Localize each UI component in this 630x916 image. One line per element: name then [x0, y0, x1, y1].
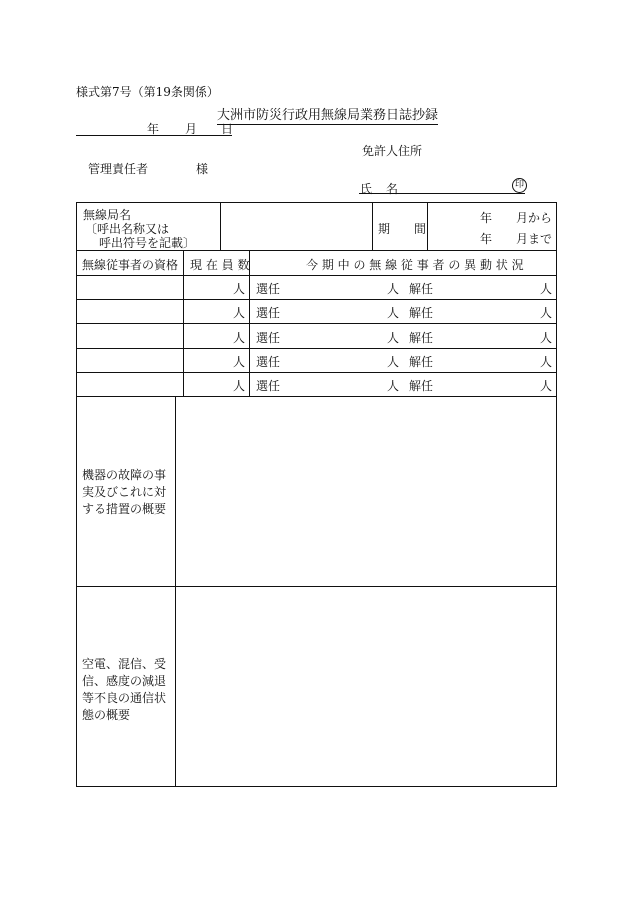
- row-4-appointed-unit: 人: [387, 355, 400, 369]
- period-from-month: 月から: [516, 211, 553, 225]
- row-4-appointed-label: 選任: [256, 355, 281, 369]
- row-1-appointed-label: 選任: [256, 282, 281, 296]
- row-2-appointed-label: 選任: [256, 306, 281, 320]
- name-label-2: 名: [386, 182, 399, 196]
- period-to-month: 月まで: [516, 232, 553, 246]
- row-1-appointed-unit: 人: [387, 282, 400, 296]
- date-year-label: 年: [147, 122, 160, 136]
- name-label-1: 氏: [360, 182, 373, 196]
- row-1-count-unit: 人: [233, 282, 246, 296]
- row-1-dismissed-label: 解任: [409, 282, 434, 296]
- row-5-count-unit: 人: [233, 379, 246, 393]
- station-name-label: 無線局名: [83, 208, 132, 222]
- interference-label: 空電、混信、受 信、感度の減退 等不良の通信状 態の概要: [82, 657, 167, 722]
- manager-honorific: 様: [196, 162, 209, 176]
- row-4-dismissed-label: 解任: [409, 355, 434, 369]
- interference-content[interactable]: [177, 588, 553, 784]
- row-4-count-unit: 人: [233, 355, 246, 369]
- col-changes: 今 期 中 の 無 線 従 事 者 の 異 動 状 況: [306, 258, 524, 272]
- col-qualification: 無線従事者の資格: [82, 258, 179, 272]
- seal-icon: 印: [512, 178, 527, 193]
- row-3-appointed-unit: 人: [387, 331, 400, 345]
- equipment-failure-content[interactable]: [177, 398, 553, 584]
- row-3-dismissed-label: 解任: [409, 331, 434, 345]
- row-3-dismissed-unit: 人: [540, 331, 553, 345]
- row-4-dismissed-unit: 人: [540, 355, 553, 369]
- journal-table: [76, 202, 557, 787]
- row-3-appointed-label: 選任: [256, 331, 281, 345]
- manager-label: 管理責任者: [88, 162, 149, 176]
- row-3-count-unit: 人: [233, 331, 246, 345]
- licensee-address-label: 免許人住所: [362, 144, 423, 158]
- period-label: 期 間: [378, 222, 427, 236]
- station-name-note-2: 呼出符号を記載〕: [99, 236, 196, 250]
- form-number: 様式第7号（第19条関係）: [76, 85, 219, 99]
- period-from-year: 年: [480, 211, 493, 225]
- row-2-appointed-unit: 人: [387, 306, 400, 320]
- name-underline: [359, 193, 525, 194]
- row-5-appointed-label: 選任: [256, 379, 281, 393]
- period-to-year: 年: [480, 232, 493, 246]
- date-month-label: 月: [185, 122, 198, 136]
- equipment-failure-label: 機器の故障の事 実及びこれに対 する措置の概要: [82, 468, 167, 516]
- row-2-count-unit: 人: [233, 306, 246, 320]
- document-title: 大洲市防災行政用無線局業務日誌抄録: [217, 104, 438, 125]
- row-5-dismissed-label: 解任: [409, 379, 434, 393]
- row-1-dismissed-unit: 人: [540, 282, 553, 296]
- row-5-dismissed-unit: 人: [540, 379, 553, 393]
- station-name-field[interactable]: [221, 203, 371, 249]
- station-name-note-1: 〔呼出名称又は: [85, 222, 170, 236]
- row-2-dismissed-label: 解任: [409, 306, 434, 320]
- date-day-label: 日: [221, 122, 234, 136]
- col-current-count: 現 在 員 数: [190, 258, 250, 272]
- row-5-appointed-unit: 人: [387, 379, 400, 393]
- row-2-dismissed-unit: 人: [540, 306, 553, 320]
